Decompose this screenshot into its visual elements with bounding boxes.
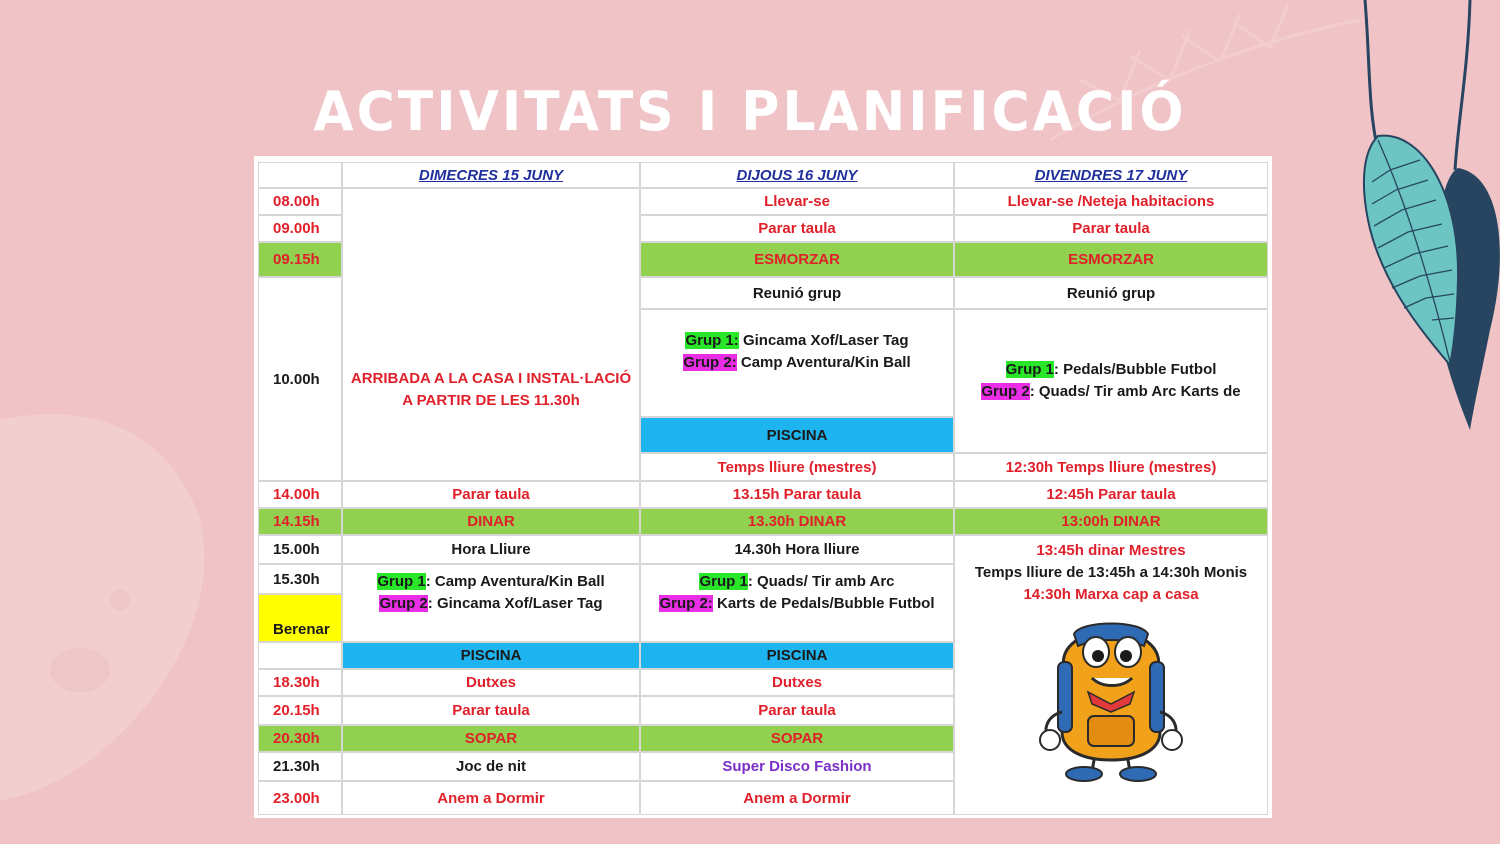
thu-groups-afternoon (640, 564, 954, 642)
thu-group1 (685, 330, 908, 352)
wed-group1-label: Grup 1 (377, 573, 426, 590)
thu-dinar: 13.30h DINAR (640, 508, 954, 535)
wed-joc-de-nit: Joc de nit (342, 752, 640, 781)
time-empty (258, 642, 342, 669)
thu-llevar: Llevar-se (640, 188, 954, 215)
time-1415: 14.15h (258, 508, 342, 535)
fri-group1 (1006, 359, 1217, 381)
thu-group2 (683, 352, 910, 374)
wed-dinar: DINAR (342, 508, 640, 535)
thu-temps-lliure: Temps lliure (mestres) (640, 453, 954, 481)
time-1530: 15.30h (258, 564, 342, 594)
thu-group2-text: Camp Aventura/Kin Ball (736, 354, 911, 371)
fri-marxa: 14:30h Marxa cap a casa (1023, 586, 1199, 603)
hanging-leaves (1350, 0, 1500, 440)
thu-disco: Super Disco Fashion (640, 752, 954, 781)
fri-group2-text: : Quads/ Tir amb Arc Karts de (1029, 383, 1241, 400)
fri-parar-taula-2: 12:45h Parar taula (954, 481, 1268, 508)
time-0915: 09.15h (258, 242, 342, 277)
fri-parar-taula: Parar taula (954, 215, 1268, 242)
fri-groups (954, 309, 1268, 453)
wed-group1-text: : Camp Aventura/Kin Ball (425, 573, 605, 590)
thu-parar-taula-3: Parar taula (640, 696, 954, 725)
wed-dormir: Anem a Dormir (342, 781, 640, 815)
thu-group2b (659, 593, 934, 615)
time-1500: 15.00h (258, 535, 342, 564)
time-0900: 09.00h (258, 215, 342, 242)
thu-groups-morning (640, 309, 954, 417)
thu-group1b-text: : Quads/ Tir amb Arc (747, 573, 895, 590)
time-2300: 23.00h (258, 781, 342, 815)
thu-sopar: SOPAR (640, 725, 954, 752)
wed-group1 (377, 571, 604, 593)
thu-parar-taula: Parar taula (640, 215, 954, 242)
time-berenar: Berenar (258, 594, 342, 642)
backpack-mascot-icon (1036, 612, 1186, 782)
thu-dormir: Anem a Dormir (640, 781, 954, 815)
wed-group2-text: : Gincama Xof/Laser Tag (427, 595, 603, 612)
wed-dutxes: Dutxes (342, 669, 640, 696)
thu-esmorzar: ESMORZAR (640, 242, 954, 277)
fri-llevar: Llevar-se /Neteja habitacions (954, 188, 1268, 215)
wed-hora-lliure: Hora Lliure (342, 535, 640, 564)
time-2030: 20.30h (258, 725, 342, 752)
wed-piscina: PISCINA (342, 642, 640, 669)
time-2015: 20.15h (258, 696, 342, 725)
thu-group2b-label: Grup 2: (659, 595, 713, 612)
fri-dinar-mestres: 13:45h dinar Mestres (1036, 542, 1186, 559)
teal-leaf-icon (1364, 136, 1458, 365)
wed-parar-taula: Parar taula (342, 481, 640, 508)
header-thursday: DIJOUS 16 JUNY (640, 162, 954, 188)
thu-group2b-text: Karts de Pedals/Bubble Futbol (712, 595, 935, 612)
fri-temps-lliure-monis: Temps lliure de 13:45h a 14:30h Monis (974, 564, 1248, 581)
fri-group2-label: Grup 2 (981, 383, 1030, 400)
fri-temps-lliure: 12:30h Temps lliure (mestres) (954, 453, 1268, 481)
thu-group1-text: Gincama Xof/Laser Tag (738, 332, 909, 349)
header-friday: DIVENDRES 17 JUNY (954, 162, 1268, 188)
time-0800: 08.00h (258, 188, 342, 215)
wed-sopar: SOPAR (342, 725, 640, 752)
page-title: ACTIVITATS I PLANIFICACIÓ (313, 80, 1187, 144)
wed-group2 (379, 593, 602, 615)
fri-group1-text: : Pedals/Bubble Futbol (1053, 361, 1217, 378)
thu-piscina-2: PISCINA (640, 642, 954, 669)
wed-arrival (342, 188, 640, 481)
fri-group1-label: Grup 1 (1005, 361, 1054, 378)
wed-arrival-line2: A PARTIR DE LES 11.30h (402, 391, 580, 409)
fri-afternoon (954, 535, 1268, 815)
header-wednesday: DIMECRES 15 JUNY (342, 162, 640, 188)
thu-parar-taula-2: 13.15h Parar taula (640, 481, 954, 508)
time-1830: 18.30h (258, 669, 342, 696)
thu-piscina: PISCINA (640, 417, 954, 453)
fri-dinar: 13:00h DINAR (954, 508, 1268, 535)
thu-group1b-label: Grup 1 (699, 573, 748, 590)
thu-group2-label: Grup 2: (683, 354, 737, 371)
wed-arrival-line1: ARRIBADA A LA CASA I INSTAL·LACIÓ (350, 369, 632, 387)
wed-group2-label: Grup 2 (379, 595, 428, 612)
corner-cell (258, 162, 342, 188)
time-1400: 14.00h (258, 481, 342, 508)
time-2130: 21.30h (258, 752, 342, 781)
thu-reunio: Reunió grup (640, 277, 954, 309)
wed-groups (342, 564, 640, 642)
thu-hora-lliure: 14.30h Hora lliure (640, 535, 954, 564)
thu-group1b (699, 571, 894, 593)
fri-group2 (981, 381, 1240, 403)
thu-dutxes: Dutxes (640, 669, 954, 696)
time-1000: 10.00h (258, 277, 342, 481)
schedule-table (254, 156, 1272, 818)
thu-group1-label: Grup 1: (685, 332, 739, 349)
wed-parar-taula-2: Parar taula (342, 696, 640, 725)
fri-esmorzar: ESMORZAR (954, 242, 1268, 277)
fri-reunio: Reunió grup (954, 277, 1268, 309)
